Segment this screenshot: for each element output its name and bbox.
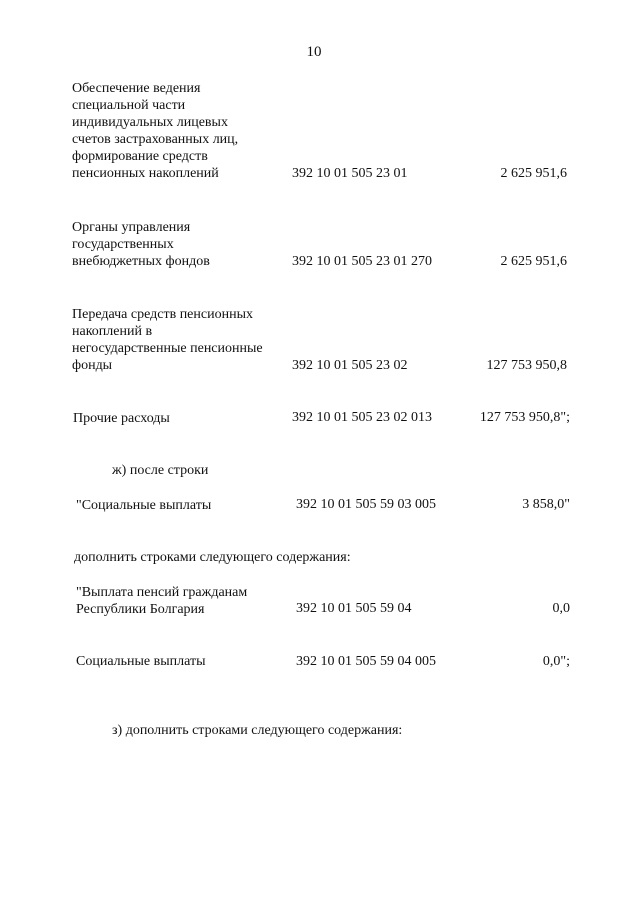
row-name: "Социальные выплаты [76, 498, 212, 513]
name-line: пенсионных накоплений [72, 166, 219, 181]
name-line: Органы управления [72, 220, 191, 235]
row-name [76, 653, 291, 670]
row-name [72, 80, 287, 182]
name-line: Прочие расходы [73, 411, 170, 426]
name-line: Обеспечение ведения [72, 81, 201, 96]
name-line: Передача средств пенсионных [72, 307, 253, 322]
row-code: 392 10 01 505 23 01 [292, 166, 408, 181]
name-line: негосударственные пенсионные [72, 341, 263, 356]
row-amount: 127 753 950,8"; [479, 410, 570, 425]
row-name [72, 219, 287, 270]
name-line: специальной части [72, 98, 186, 113]
instruction-add: дополнить строками следующего содержания: [74, 550, 351, 565]
row-name [73, 410, 288, 427]
row-amount: 2 625 951,6 [500, 254, 567, 269]
name-line: Социальные выплаты [76, 654, 206, 669]
row-amount: 3 858,0" [522, 497, 570, 512]
name-line: индивидуальных лицевых [72, 115, 228, 130]
row-code: 392 10 01 505 59 04 [296, 601, 412, 616]
row-amount: 0,0"; [542, 654, 570, 669]
row-name [72, 306, 287, 374]
row-code: 392 10 01 505 23 02 013 [292, 410, 432, 425]
name-line: государственных [72, 237, 174, 252]
row-amount: 127 753 950,8 [486, 358, 567, 373]
row-code: 392 10 01 505 23 02 [292, 358, 408, 373]
name-line: накоплений в [72, 324, 153, 339]
row-code: 392 10 01 505 59 03 005 [296, 497, 436, 512]
name-line: счетов застрахованных лиц, [72, 132, 239, 147]
instruction-z: з) дополнить строками следующего содержания: [112, 723, 403, 738]
name-line: формирование средств [72, 149, 208, 164]
name-line: Республики Болгария [76, 602, 205, 617]
row-amount: 0,0 [552, 601, 570, 616]
name-line: "Выплата пенсий гражданам [76, 585, 248, 600]
row-name [76, 584, 291, 618]
instruction-zh: ж) после строки [112, 463, 209, 478]
name-line: фонды [72, 358, 113, 373]
row-amount: 2 625 951,6 [500, 166, 567, 181]
name-line: внебюджетных фондов [72, 254, 210, 269]
row-code: 392 10 01 505 59 04 005 [296, 654, 436, 669]
page-number: 10 [306, 44, 322, 60]
row-code: 392 10 01 505 23 01 270 [292, 254, 432, 269]
